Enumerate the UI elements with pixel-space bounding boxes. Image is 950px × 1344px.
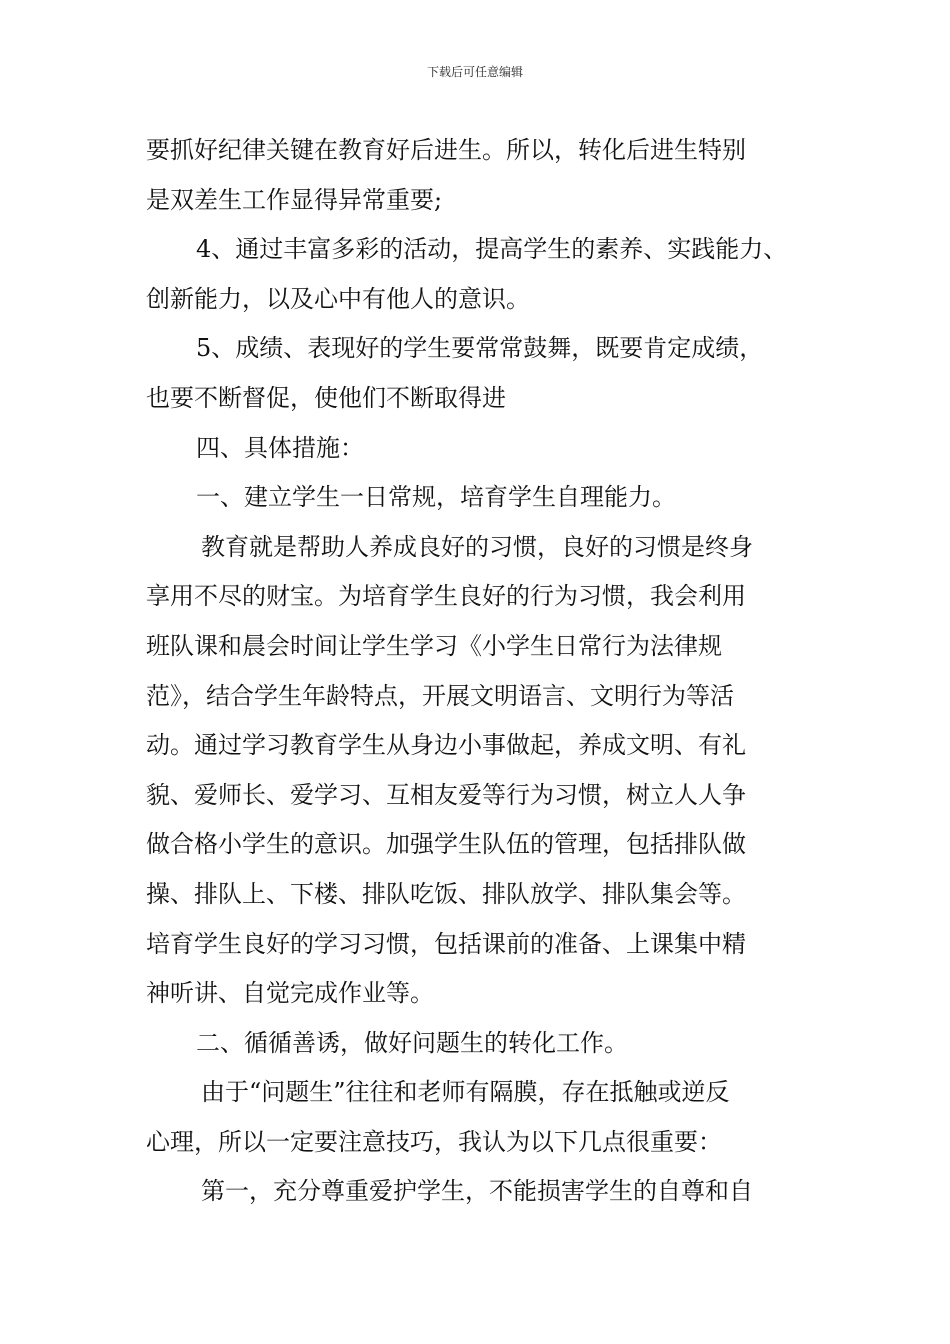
text-line: 要抓好纪律关键在教育好后进生。所以，转化后进生特别 <box>146 136 746 164</box>
list-item-4: 4、通过丰富多彩的活动，提高学生的素养、实践能力、 <box>196 235 788 264</box>
text-line: 范》，结合学生年龄特点，开展文明语言、文明行为等活 <box>146 681 734 710</box>
text-line: 班队课和晨会时间让学生学习《小学生日常行为法律规 <box>146 631 722 660</box>
text-line: 是双差生工作显得异常重要; <box>146 185 443 214</box>
paragraph-start: 由于“问题生”往往和老师有隔膜，存在抵触或逆反 <box>201 1078 730 1107</box>
text-line: 享用不尽的财宝。为培育学生良好的行为习惯，我会利用 <box>146 582 746 611</box>
text-line: 创新能力，以及心中有他人的意识。 <box>146 284 530 313</box>
paragraph-start: 教育就是帮助人养成良好的习惯，良好的习惯是终身 <box>201 532 753 561</box>
paragraph-start: 第一，充分尊重爱护学生，不能损害学生的自尊和自 <box>201 1177 753 1206</box>
text-line: 貌、爱师长、爱学习、互相友爱等行为习惯，树立人人争 <box>146 780 746 809</box>
document-body <box>146 126 846 1217</box>
page-header-note: 下载后可任意编辑 <box>426 65 523 79</box>
text-line: 心理，所以一定要注意技巧，我认为以下几点很重要： <box>146 1127 722 1156</box>
text-line: 动。通过学习教育学生从身边小事做起，养成文明、有礼 <box>146 731 746 760</box>
section-heading: 四、具体措施： <box>196 433 364 462</box>
text-line: 培育学生良好的学习习惯，包括课前的准备、上课集中精 <box>146 929 746 958</box>
text-line: 也要不断督促，使他们不断取得进 <box>146 383 506 412</box>
list-item-5: 5、成绩、表现好的学生要常常鼓舞，既要肯定成绩， <box>196 334 764 363</box>
text-line: 做合格小学生的意识。加强学生队伍的管理，包括排队做 <box>146 830 746 859</box>
subsection-heading-1: 一、建立学生一日常规，培育学生自理能力。 <box>196 483 676 512</box>
text-line: 操、排队上、下楼、排队吃饭、排队放学、排队集会等。 <box>146 879 746 908</box>
subsection-heading-2: 二、循循善诱，做好问题生的转化工作。 <box>196 1028 628 1057</box>
text-line: 神听讲、自觉完成作业等。 <box>146 979 434 1008</box>
